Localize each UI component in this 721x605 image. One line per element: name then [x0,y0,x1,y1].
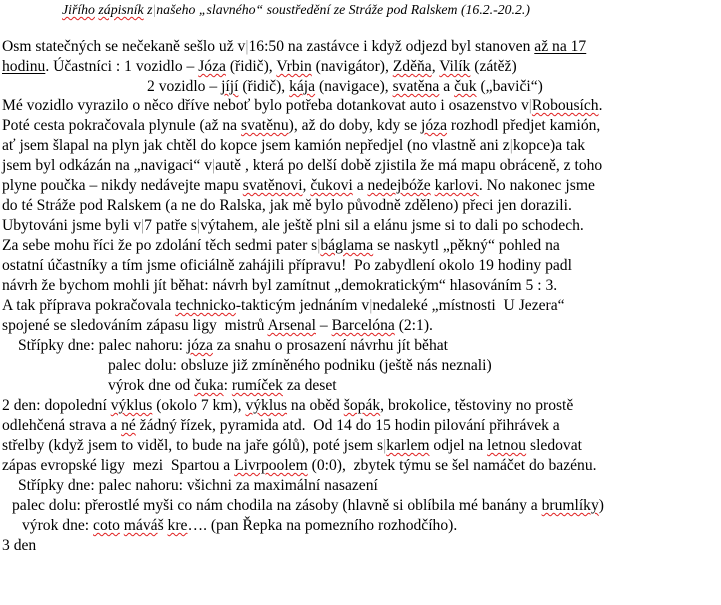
misspelled-word: coto [93,517,120,534]
text-run: 2 vozidlo – [147,78,222,95]
text-run: na oběd [287,397,344,414]
misspelled-word: né [121,417,136,434]
text-run: našeho „slavného“ soustředění ze Stráže pod Ralskem (16.2.-20.2.) [156,2,530,17]
text-line [2,137,585,155]
text-run: autě , která po delší době zjistila že má mapu obráceně, z toho [215,157,603,174]
text-cursor-marker: | [152,2,157,17]
text-run: Osm statečných se nečekaně sešlo už v [2,38,246,55]
text-run: nedaleké „místnosti U Jezera“ [372,297,565,314]
text-run: , [431,58,440,75]
misspelled-word: letnou [487,437,527,454]
misspelled-word: Barcelóna [331,317,395,334]
text-run: z [143,2,153,17]
misspelled-word: čuka [194,377,224,394]
text-line [2,257,572,275]
text-line [2,157,602,175]
text-run: kopce)a tak [512,137,586,154]
text-run: střelby (když jsem to viděl, to bude na jaře gólů), poté jsem s [2,437,384,454]
text-line [2,437,582,455]
misspelled-word: technicko [175,297,236,314]
misspelled-word: brumlíky [541,497,599,514]
text-run: – [315,317,332,334]
text-line [18,337,448,355]
text-cursor-marker: | [197,217,201,234]
text-run: se naskytl „pěkný“ pohled na [373,237,560,254]
text-cursor-marker: | [212,157,216,174]
text-run: 16:50 na zastávce i když odjezd byl stanoven [248,38,535,55]
text-run: ostatní účastníky a tím jsme oficiálně zahájili přípravu! Po zabydlení okolo 19 hodiny padl [2,257,572,274]
underlined-text: hodinu [2,58,46,75]
text-run: . Účastníci : 1 vozidlo – [45,58,199,75]
misspelled-word: čuk [454,78,477,95]
text-run: , [302,177,311,194]
text-run: ať jsem šlapal na plyn jak chtěl do kopce jsem kamión nepředjel (no vlastně ani z [2,137,510,154]
text-cursor-marker: | [383,437,387,454]
text-run: žádný řízek, pyramida atd. Od 14 do 15 hodin pilování přihrávek a [135,417,560,434]
text-run: rozhodl předjet kamión, [447,117,601,134]
misspelled-word: Józa [198,58,226,75]
text-run: 3 den [2,537,37,554]
misspelled-word: šopák [343,397,381,414]
text-run: 7 patře s [144,217,197,234]
misspelled-word: Robousích [531,97,599,114]
text-line [2,117,600,135]
misspelled-word: rumíček [231,377,283,394]
text-run: A tak příprava pokračovala [2,297,176,314]
text-run: (okolo 7 km), [152,397,246,414]
text-cursor-marker: | [509,137,513,154]
text-run: (navigátor), [311,58,393,75]
text-run: za snahu o prosazení návrhu jít běhat [212,337,448,354]
text-run: 2 den: dopolední [2,397,111,414]
text-line [2,277,557,295]
text-line [2,457,597,475]
text-run: odlehčená strava a [2,417,122,434]
text-cursor-marker: | [369,297,373,314]
text-line [108,377,337,395]
misspelled-word: józa [421,117,448,134]
text-run: výrok dne: [22,517,94,534]
misspelled-word: kre [167,517,188,534]
text-cursor-marker: | [245,38,249,55]
text-run: Poté cesta pokračovala plynule (až na [2,117,242,134]
text-run: Ubytováni jsme byli v [2,217,142,234]
text-line [2,317,433,335]
text-run: jsem byl odkázán na „navigaci“ v [2,157,212,174]
misspelled-word: mává [123,517,158,534]
text-run: ) [598,497,604,514]
text-line [2,397,573,415]
misspelled-word: báglama [320,237,374,254]
text-line [2,58,517,76]
text-run: sledovat [526,437,582,454]
text-cursor-marker: | [317,237,321,254]
text-run: výtahem, ale ještě plni sil a elánu jsme si to dali po schodech. [200,217,584,234]
misspelled-word: svatěna [392,78,440,95]
misspelled-word: jíjí [221,78,239,95]
text-run: : [223,377,232,394]
text-run: (zátěž) [470,58,517,75]
text-line [2,217,584,235]
text-line [2,297,565,315]
text-line [147,78,543,96]
text-run: (řidič), [225,58,277,75]
text-run: . No nakonec jsme [478,177,595,194]
text-run: -takticým jednáním v [235,297,370,314]
text-line [2,537,36,555]
underlined-text: až na 17 [534,38,587,55]
misspelled-word: karlovi [434,177,479,194]
misspelled-word: svatěnovi [242,177,303,194]
text-run: (0:0), zbytek týmu se šel namáčet do bazénu. [307,457,597,474]
text-run: odjel na [429,437,488,454]
text-run: , brokolice, těstoviny no prostě [380,397,574,414]
text-run: . [598,97,603,114]
misspelled-word: Arsenal [267,317,316,334]
text-run: a [352,177,368,194]
text-line [2,237,560,255]
text-run: návrh že bychom mohli jít běhat: návrh byl zamítnut „demokratickým“ hlasováním 5 : 3. [2,277,558,294]
text-run: š [157,517,168,534]
text-run: palec dolu: přerostlé myši co nám chodila na zásoby (hlavně si oblíbila mé banány a [12,497,542,514]
misspelled-word: nedejbóže [367,177,431,194]
text-line [18,477,378,495]
misspelled-word: výklus [245,397,288,414]
text-cursor-marker: | [528,97,532,114]
misspelled-word: čukovi [310,177,353,194]
text-run: do té Stráže pod Ralskem (a ne do Ralska, jak mě bylo původně zděleno) přeci jen dorazili. [2,197,572,214]
text-line [108,357,492,375]
misspelled-word: karlem [386,437,430,454]
text-line [12,497,604,515]
misspelled-word: Vilík [439,58,471,75]
text-run: za deset [282,377,337,394]
document-title [62,1,530,19]
text-run: a [439,78,455,95]
misspelled-word: kája [289,78,316,95]
misspelled-word: józa [186,337,213,354]
text-line [2,417,560,435]
misspelled-word: Jiřího [62,2,95,17]
text-run: Střípky dne: palec nahoru: [18,337,187,354]
text-run: zápas evropské ligy mezi Spartou a [2,457,235,474]
text-run: (řidič), [238,78,290,95]
text-line [2,197,572,215]
text-run: („baviči“) [476,78,543,95]
text-run: plyne poučka – nikdy nedávejte mapu [2,177,243,194]
text-run: výrok dne od [108,377,195,394]
text-run: Střípky dne: palec nahoru: všichni za maximální nasazení [18,477,378,494]
misspelled-word: výklus [110,397,153,414]
misspelled-word: Vrbin [276,58,312,75]
text-run: palec dolu: obsluze již zmíněného podniku (ještě nás neznali) [108,357,492,374]
text-line [2,177,595,195]
text-run: Mé vozidlo vyrazilo o něco dříve neboť bylo potřeba dotankovat auto i osazenstvo v [2,97,529,114]
text-line [2,38,586,56]
misspelled-word: svatěnu [241,117,289,134]
misspelled-word: Zděňa [392,58,432,75]
text-cursor-marker: | [141,217,145,234]
text-run: ), až do doby, kdy se [288,117,422,134]
text-line [22,517,457,535]
text-run: …. (pan Řepka na pomezního rozhodčího). [187,517,458,534]
text-run: (2:1). [394,317,433,334]
misspelled-word: Livrpoolem [234,457,308,474]
text-run: (navigace), [315,78,393,95]
text-run: spojené se sledováním zápasu ligy mistrů [2,317,268,334]
text-run: Za sebe mohu říci že po zdolání těch sedmi pater s [2,237,318,254]
text-line [2,97,603,115]
misspelled-word: zápisník [98,2,144,17]
